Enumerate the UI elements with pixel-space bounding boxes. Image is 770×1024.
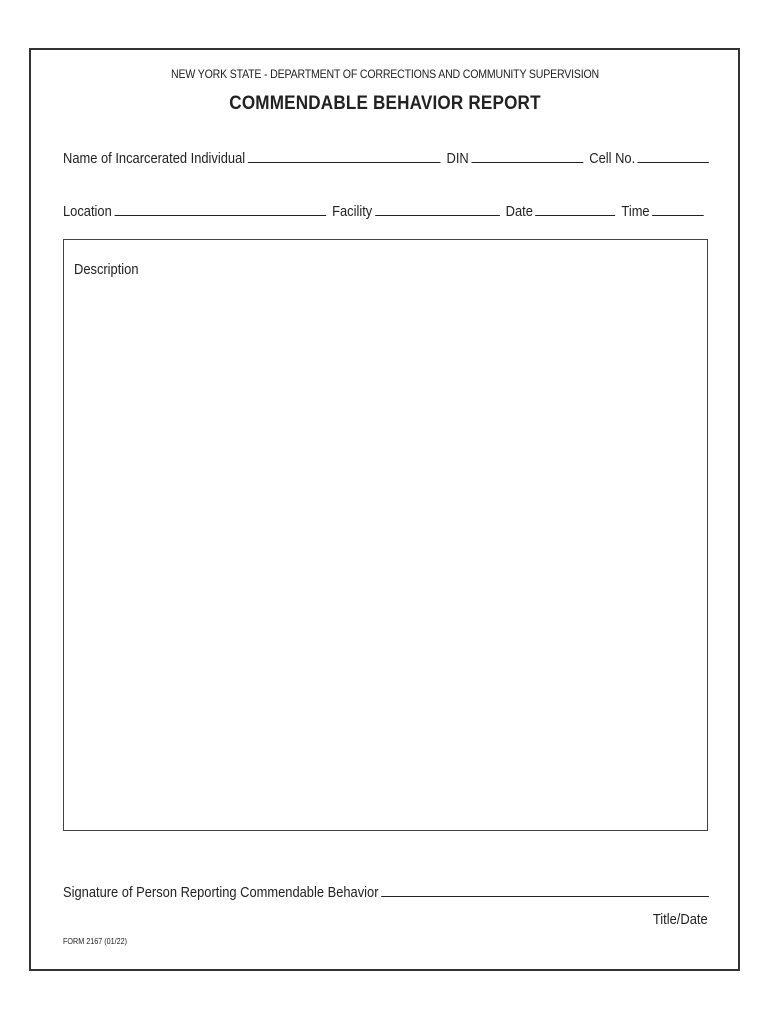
name-field-row <box>63 149 712 167</box>
cell-label: Cell No. <box>589 150 636 167</box>
form-number: FORM 2167 (01/22) <box>63 937 128 946</box>
facility-input-line[interactable] <box>375 202 500 216</box>
description-box[interactable] <box>63 239 708 831</box>
location-label: Location <box>63 203 112 220</box>
signature-input-line[interactable] <box>381 883 709 897</box>
title-date-label: Title/Date <box>653 911 708 928</box>
signature-label: Signature of Person Reporting Commendable Behavior <box>63 884 379 901</box>
description-label: Description <box>74 261 139 278</box>
location-field-row <box>63 202 706 220</box>
form-title: COMMENDABLE BEHAVIOR REPORT <box>229 93 541 114</box>
din-label: DIN <box>446 150 469 167</box>
din-input-line[interactable] <box>471 149 583 163</box>
cell-input-line[interactable] <box>638 149 709 163</box>
signature-row <box>63 883 711 901</box>
agency-header: NEW YORK STATE - DEPARTMENT OF CORRECTIONS AND COMMUNITY SUPERVISION <box>170 69 599 81</box>
name-label: Name of Incarcerated Individual <box>63 150 246 167</box>
time-input-line[interactable] <box>652 202 704 216</box>
facility-label: Facility <box>332 203 373 220</box>
location-input-line[interactable] <box>114 202 326 216</box>
time-label: Time <box>621 203 650 220</box>
name-input-line[interactable] <box>248 149 441 163</box>
date-input-line[interactable] <box>536 202 616 216</box>
date-label: Date <box>505 203 533 220</box>
